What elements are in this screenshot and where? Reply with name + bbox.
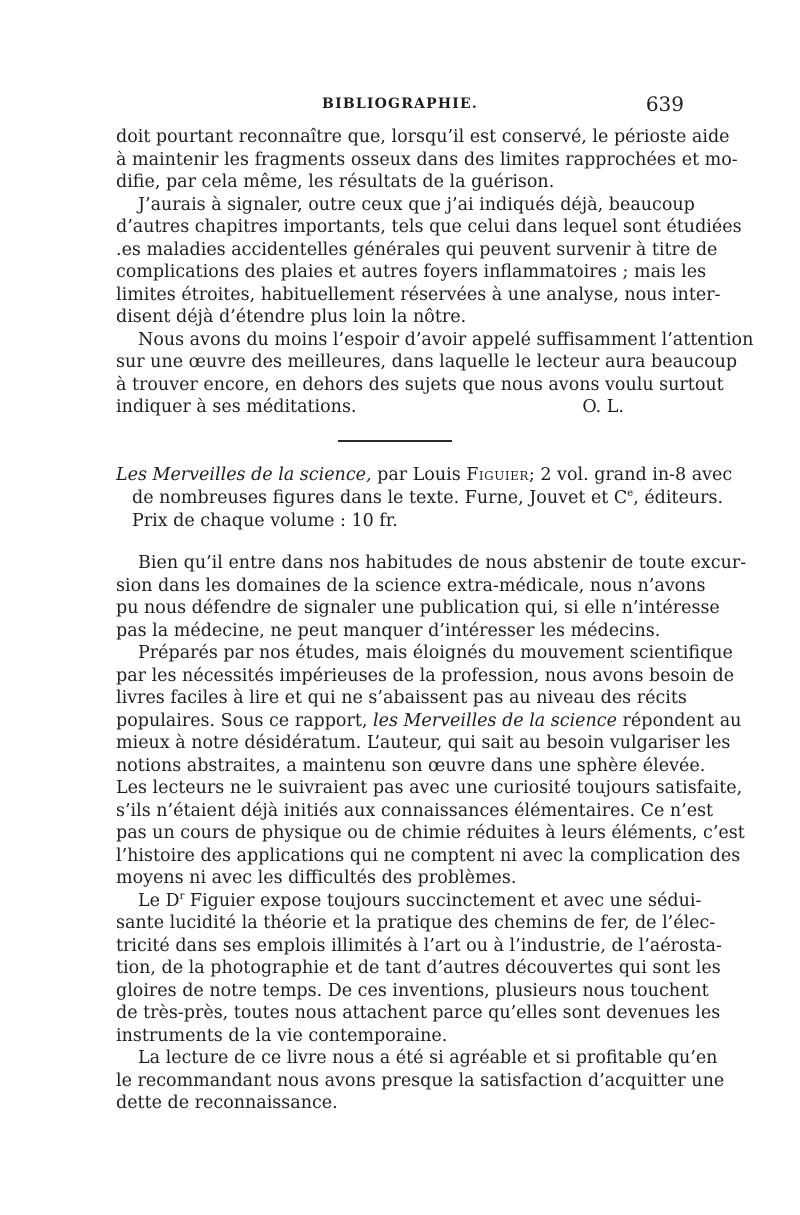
text-line: difie, par cela même, les résultats de la guérison. [116,172,555,192]
text-line: pas la médecine, ne peut manquer d’intéresser les médecins. [116,620,661,641]
text-span: populaires. Sous ce rapport, [116,710,368,731]
text-line: disent déjà d’étendre plus loin la nôtre. [116,307,467,327]
text-line: .es maladies accidentelles générales qui peuvent survenir à titre de [116,239,718,260]
citation-by: par Louis [377,465,461,485]
text-span: répondent au [622,710,742,731]
text-line: par les nécessités impérieuses de la profession, nous avons besoin de [116,665,735,686]
text-line: Les lecteurs ne le suivraient pas avec une curiosité toujours satisfaite, [116,778,743,798]
text-line: le recommandant nous avons presque la satisfaction d’acquitter une [116,1070,725,1091]
text-line: Préparés par nos études, mais éloignés du mouvement scientifique [138,643,733,663]
page-header [116,92,684,118]
text-line: d’autres chapitres importants, tels que celui dans lequel sont étudiées [116,217,742,237]
citation-text: de nombreuses figures dans le texte. Furne, Jouvet et C [132,488,628,508]
text-line: complications des plaies et autres foyers inflammatoires ; mais les [116,262,707,282]
text-line: sion dans les domaines de la science extra-médicale, nous n’avons [116,575,706,596]
citation-rest: ; 2 vol. grand in-8 avec [528,465,733,485]
text-line: doit pourtant reconnaître que, lorsqu’il est conservé, le périoste aide [116,127,730,147]
text-line: à maintenir les fragments osseux dans des limites rapprochées et mo- [116,149,738,170]
book-title: Les Merveilles de la science, [116,465,372,485]
text-line: livres faciles à lire et qui ne s’abaissent pas au niveau des récits [116,688,687,708]
text-line: limites étroites, habituellement réservées à une analyse, nous inter- [116,284,721,305]
text-line: moyens ni avec les difficultés des problèmes. [116,868,517,888]
superscript: e [627,488,634,500]
text-line: à trouver encore, en dehors des sujets que nous avons voulu surtout [116,374,724,395]
text-line: pas un cours de physique ou de chimie réduites à leurs éléments, c’est [116,823,745,843]
section-divider [338,440,452,442]
review-body [116,552,747,1115]
text-line: La lecture de ce livre nous a été si agréable et si profitable qu’en [138,1048,718,1068]
text-line: pu nous défendre de signaler une publication qui, si elle n’intéresse [116,598,720,618]
text-line: mieux à notre désidératum. L’auteur, qui sait au besoin vulgariser les [116,733,731,753]
text-line [116,890,702,913]
text-span: Figuier expose toujours succinctement et avec une sédui- [184,890,702,911]
text-line: tricité dans ses emplois illimités à l’art ou à l’industrie, de l’aérosta- [116,935,722,956]
text-line: indiquer à ses méditations. [116,397,357,417]
text-span: Le D [138,890,180,911]
book-citation [116,464,733,533]
text-line: Bien qu’il entre dans nos habitudes de nous abstenir de toute excur- [138,553,747,573]
superscript: r [179,890,185,902]
text-line: notions abstraites, a maintenu son œuvre dans une sphère élevée. [116,755,706,776]
text-line: Nous avons du moins l’espoir d’avoir appelé suffisamment l’attention [138,329,754,350]
text-line: instruments de la vie contemporaine. [116,1025,448,1046]
text-line: J’aurais à signaler, outre ceux que j’ai indiqués déjà, beaucoup [138,194,695,215]
text-line: gloires de notre temps. De ces inventions, plusieurs nous touchent [116,980,709,1001]
text-line: l’histoire des applications qui ne comptent ni avec la complication des [116,845,741,866]
page-number: 639 [645,92,684,116]
signature: O. L. [582,397,624,417]
text-line: s’ils n’étaient déjà initiés aux connaissances élémentaires. Ce n’est [116,800,714,821]
citation-text: , éditeurs. [633,488,724,508]
running-title: BIBLIOGRAPHIE. [322,96,478,112]
signature-line [116,396,684,419]
italic-title: les Merveilles de la science [373,710,617,731]
citation-line [116,487,724,510]
text-line: sante lucidité la théorie et la pratique des chemins de fer, de l’élec- [116,913,716,933]
text-line: de très-près, toutes nous attachent parce qu’elles sont devenues les [116,1003,721,1023]
citation-line: Prix de chaque volume : 10 fr. [132,511,398,531]
author-name: Figuier [466,465,529,485]
text-line: dette de reconnaissance. [116,1093,338,1113]
text-line: tion, de la photographie et de tant d’autres découvertes qui sont les [116,958,721,978]
review-continuation [116,126,754,419]
citation-line [116,464,733,487]
text-line [116,710,742,733]
text-line: sur une œuvre des meilleures, dans laquelle le lecteur aura beaucoup [116,352,738,372]
